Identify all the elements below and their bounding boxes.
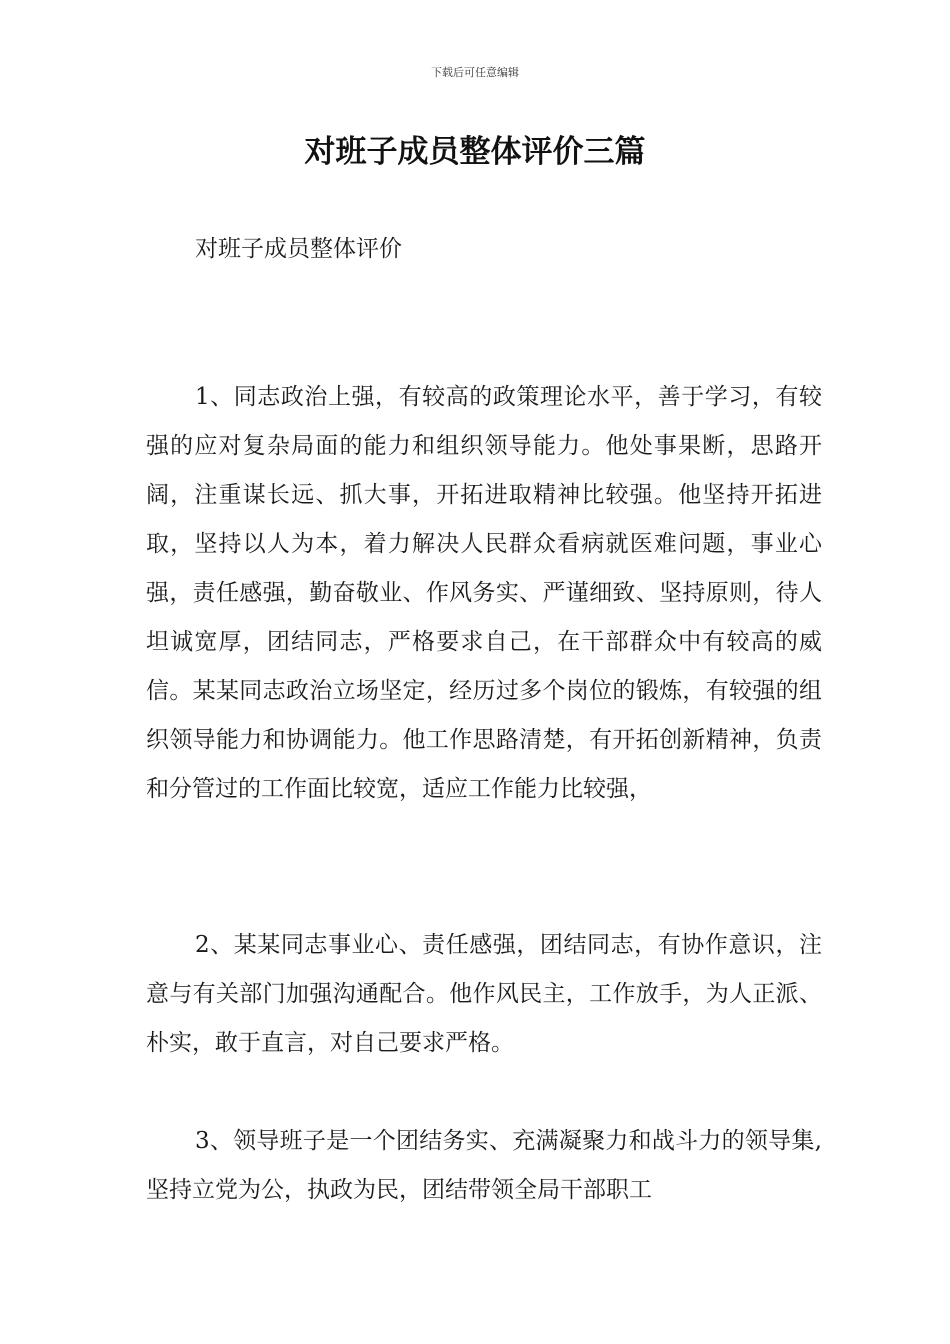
header-note: 下载后可任意编辑 bbox=[431, 66, 519, 79]
paragraph-2: 2、某某同志事业心、责任感强，团结同志，有协作意识，注意与有关部门加强沟通配合。他作风民主，工作放手，为人正派、朴实，敢于直言，对自己要求严格。 bbox=[146, 932, 822, 1056]
paragraph-1: 1、同志政治上强，有较高的政策理论水平，善于学习，有较强的应对复杂局面的能力和组织领导能力。他处事果断，思路开阔，注重谋长远、抓大事，开拓进取精神比较强。他坚持开拓进取，坚持以人为本，着力解决人民群众看病就医难问题，事业心强，责任感强，勤奋敬业、作风务实、严谨细致、坚持原则，待人坦诚宽厚，团结同志，严格要求自己，在干部群众中有较高的威信。某某同志政治立场坚定，经历过多个岗位的锻炼，有较强的组织领导能力和协调能力。他工作思路清楚，有开拓创新精神，负责和分管过的工作面比较宽，适应工作能力比较强， bbox=[146, 384, 822, 802]
page-title: 对班子成员整体评价三篇 bbox=[304, 134, 646, 170]
paragraph-3: 3、领导班子是一个团结务实、充满凝聚力和战斗力的领导集,坚持立党为公，执政为民，团结带领全局干部职工 bbox=[146, 1128, 822, 1203]
section-subtitle: 对班子成员整体评价 bbox=[195, 236, 402, 262]
